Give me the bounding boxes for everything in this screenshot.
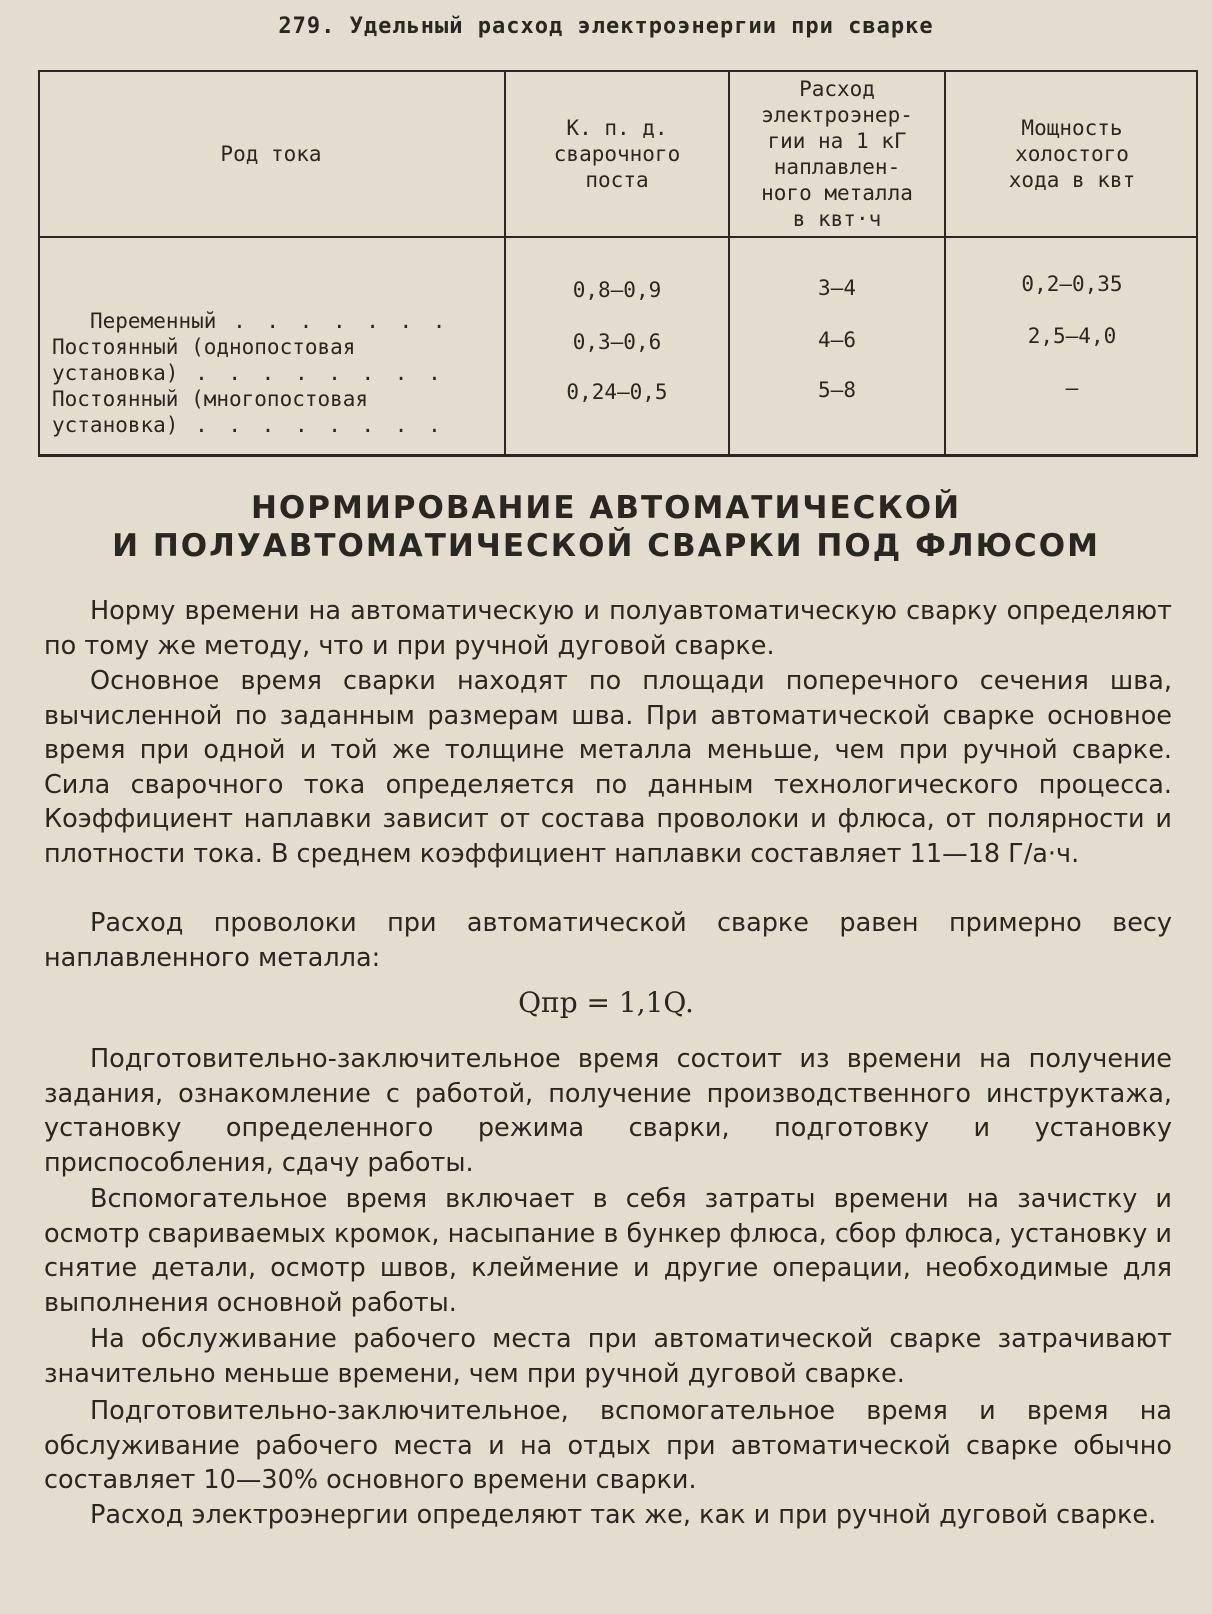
cell-idle-power: 2,5—4,0	[1027, 324, 1117, 348]
header-efficiency: К. п. д. сварочного поста	[553, 116, 681, 192]
cell-efficiency: 0,24—0,5	[566, 380, 668, 404]
row-label: Постоянный (многопостовая установка)	[52, 387, 369, 437]
cell-consumption: 5—8	[818, 378, 856, 402]
section-heading-line2: И ПОЛУАВТОМАТИЧЕСКОЙ СВАРКИ ПОД ФЛЮСОМ	[112, 528, 1100, 564]
cell-efficiency: 0,3—0,6	[572, 330, 662, 354]
header-divider	[38, 236, 1198, 238]
paragraph: Основное время сварки находят по площади поперечного сечения шва, вычисленной по заданным размерам шва. При автоматической сварке основное время при одной и той же толщине металла меньше, чем при ручной сварке. Сила сварочного тока определяется по данным технологического процесса. Коэффициент наплавки зависит от состава проволоки и флюса, от полярности и плотности тока. В среднем коэффициент наплавки составляет 11—18 Г/а·ч.	[44, 666, 1172, 869]
table-row: Переменный . . . . . . .	[52, 282, 522, 334]
cell-idle-power: 0,2—0,35	[1021, 272, 1123, 296]
paragraph: Вспомогательное время включает в себя затраты времени на зачистку и осмотр свариваемых кромок, насыпание в бункер флюса, сбор флюса, установку и снятие детали, осмотр швов, клеймение и другие операции, необходимые для выполнения основной работы.	[44, 1184, 1172, 1318]
energy-table	[38, 70, 1198, 457]
paragraph: Норму времени на автоматическую и полуавтоматическую сварку определяют по тому же методу, что и при ручной дуговой сварке.	[44, 596, 1172, 661]
header-current-type: Род тока	[220, 142, 322, 166]
header-idle-power: Мощность холостого хода в квт	[1008, 116, 1136, 192]
cell-idle-power: —	[1065, 376, 1079, 400]
formula: Qпр = 1,1Q.	[518, 986, 694, 1019]
table-title: 279. Удельный расход электроэнергии при сварке	[278, 14, 934, 39]
row-label: Постоянный (однопостовая установка)	[52, 335, 356, 385]
cell-efficiency: 0,8—0,9	[572, 278, 662, 302]
table-row: Постоянный (однопостовая установка) . . . . . . . .	[52, 335, 445, 385]
paragraph: Расход проволоки при автоматической сварке равен примерно весу наплавленного металла:	[44, 908, 1172, 973]
paragraph: На обслуживание рабочего места при автоматической сварке затрачивают значительно меньше времени, чем при ручной дуговой сварке.	[44, 1324, 1172, 1389]
cell-consumption: 4—6	[818, 328, 856, 352]
paragraph: Расход электроэнергии определяют так же, как и при ручной дуговой сварке.	[90, 1500, 1157, 1530]
header-energy-consumption: Расход электроэнер- гии на 1 кГ наплавлен- ного металла в квт·ч	[761, 77, 913, 231]
section-heading-line1: НОРМИРОВАНИЕ АВТОМАТИЧЕСКОЙ	[250, 490, 962, 526]
paragraph: Подготовительно-заключительное, вспомогательное время и время на обслуживание рабочего места и на отдых при автоматической сварке обычно составляет 10—30% основного времени сварки.	[44, 1396, 1172, 1495]
row-label: Переменный	[90, 309, 217, 333]
cell-consumption: 3—4	[818, 276, 856, 300]
table-row: Постоянный (многопостовая установка) . . . . . . . .	[52, 387, 445, 437]
paragraph: Подготовительно-заключительное время состоит из времени на получение задания, ознакомление с работой, получение производственного инструктажа, установку определенного режима сварки, подготовку и установку приспособления, сдачу работы.	[44, 1044, 1172, 1178]
